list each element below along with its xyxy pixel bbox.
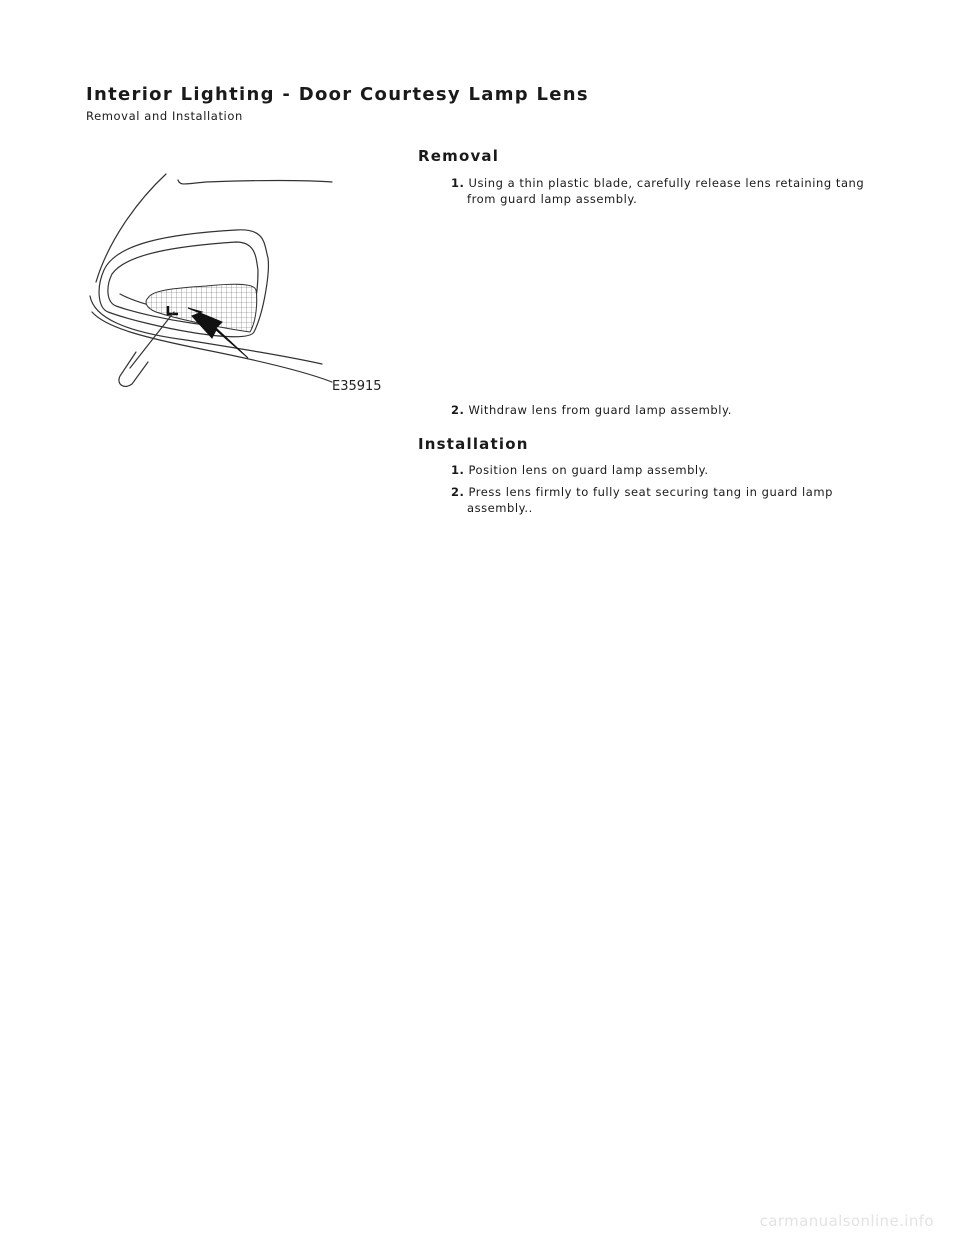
step-number: 2. bbox=[451, 485, 465, 499]
step-text: Withdraw lens from guard lamp assembly. bbox=[468, 403, 732, 417]
installation-step-2 bbox=[451, 484, 887, 516]
step-text: Position lens on guard lamp assembly. bbox=[468, 463, 709, 477]
page-subtitle: Removal and Installation bbox=[86, 109, 243, 123]
page-title: Interior Lighting - Door Courtesy Lamp Lens bbox=[86, 84, 589, 105]
removal-step-1 bbox=[451, 175, 887, 207]
step-number: 2. bbox=[451, 403, 465, 417]
step-text: Using a thin plastic blade, carefully release lens retaining tang from guard lamp assembly. bbox=[467, 176, 865, 206]
removal-heading: Removal bbox=[418, 147, 500, 165]
figure-label: E35915 bbox=[332, 379, 382, 394]
step-text: Press lens firmly to fully seat securing tang in guard lamp assembly.. bbox=[467, 485, 834, 515]
installation-step-1 bbox=[451, 462, 871, 478]
door-courtesy-lamp-figure bbox=[86, 162, 396, 398]
step-number: 1. bbox=[451, 463, 465, 477]
installation-heading: Installation bbox=[418, 435, 529, 453]
removal-step-2 bbox=[451, 402, 871, 418]
step-number: 1. bbox=[451, 176, 465, 190]
site-watermark: carmanualsonline.info bbox=[759, 1212, 934, 1230]
